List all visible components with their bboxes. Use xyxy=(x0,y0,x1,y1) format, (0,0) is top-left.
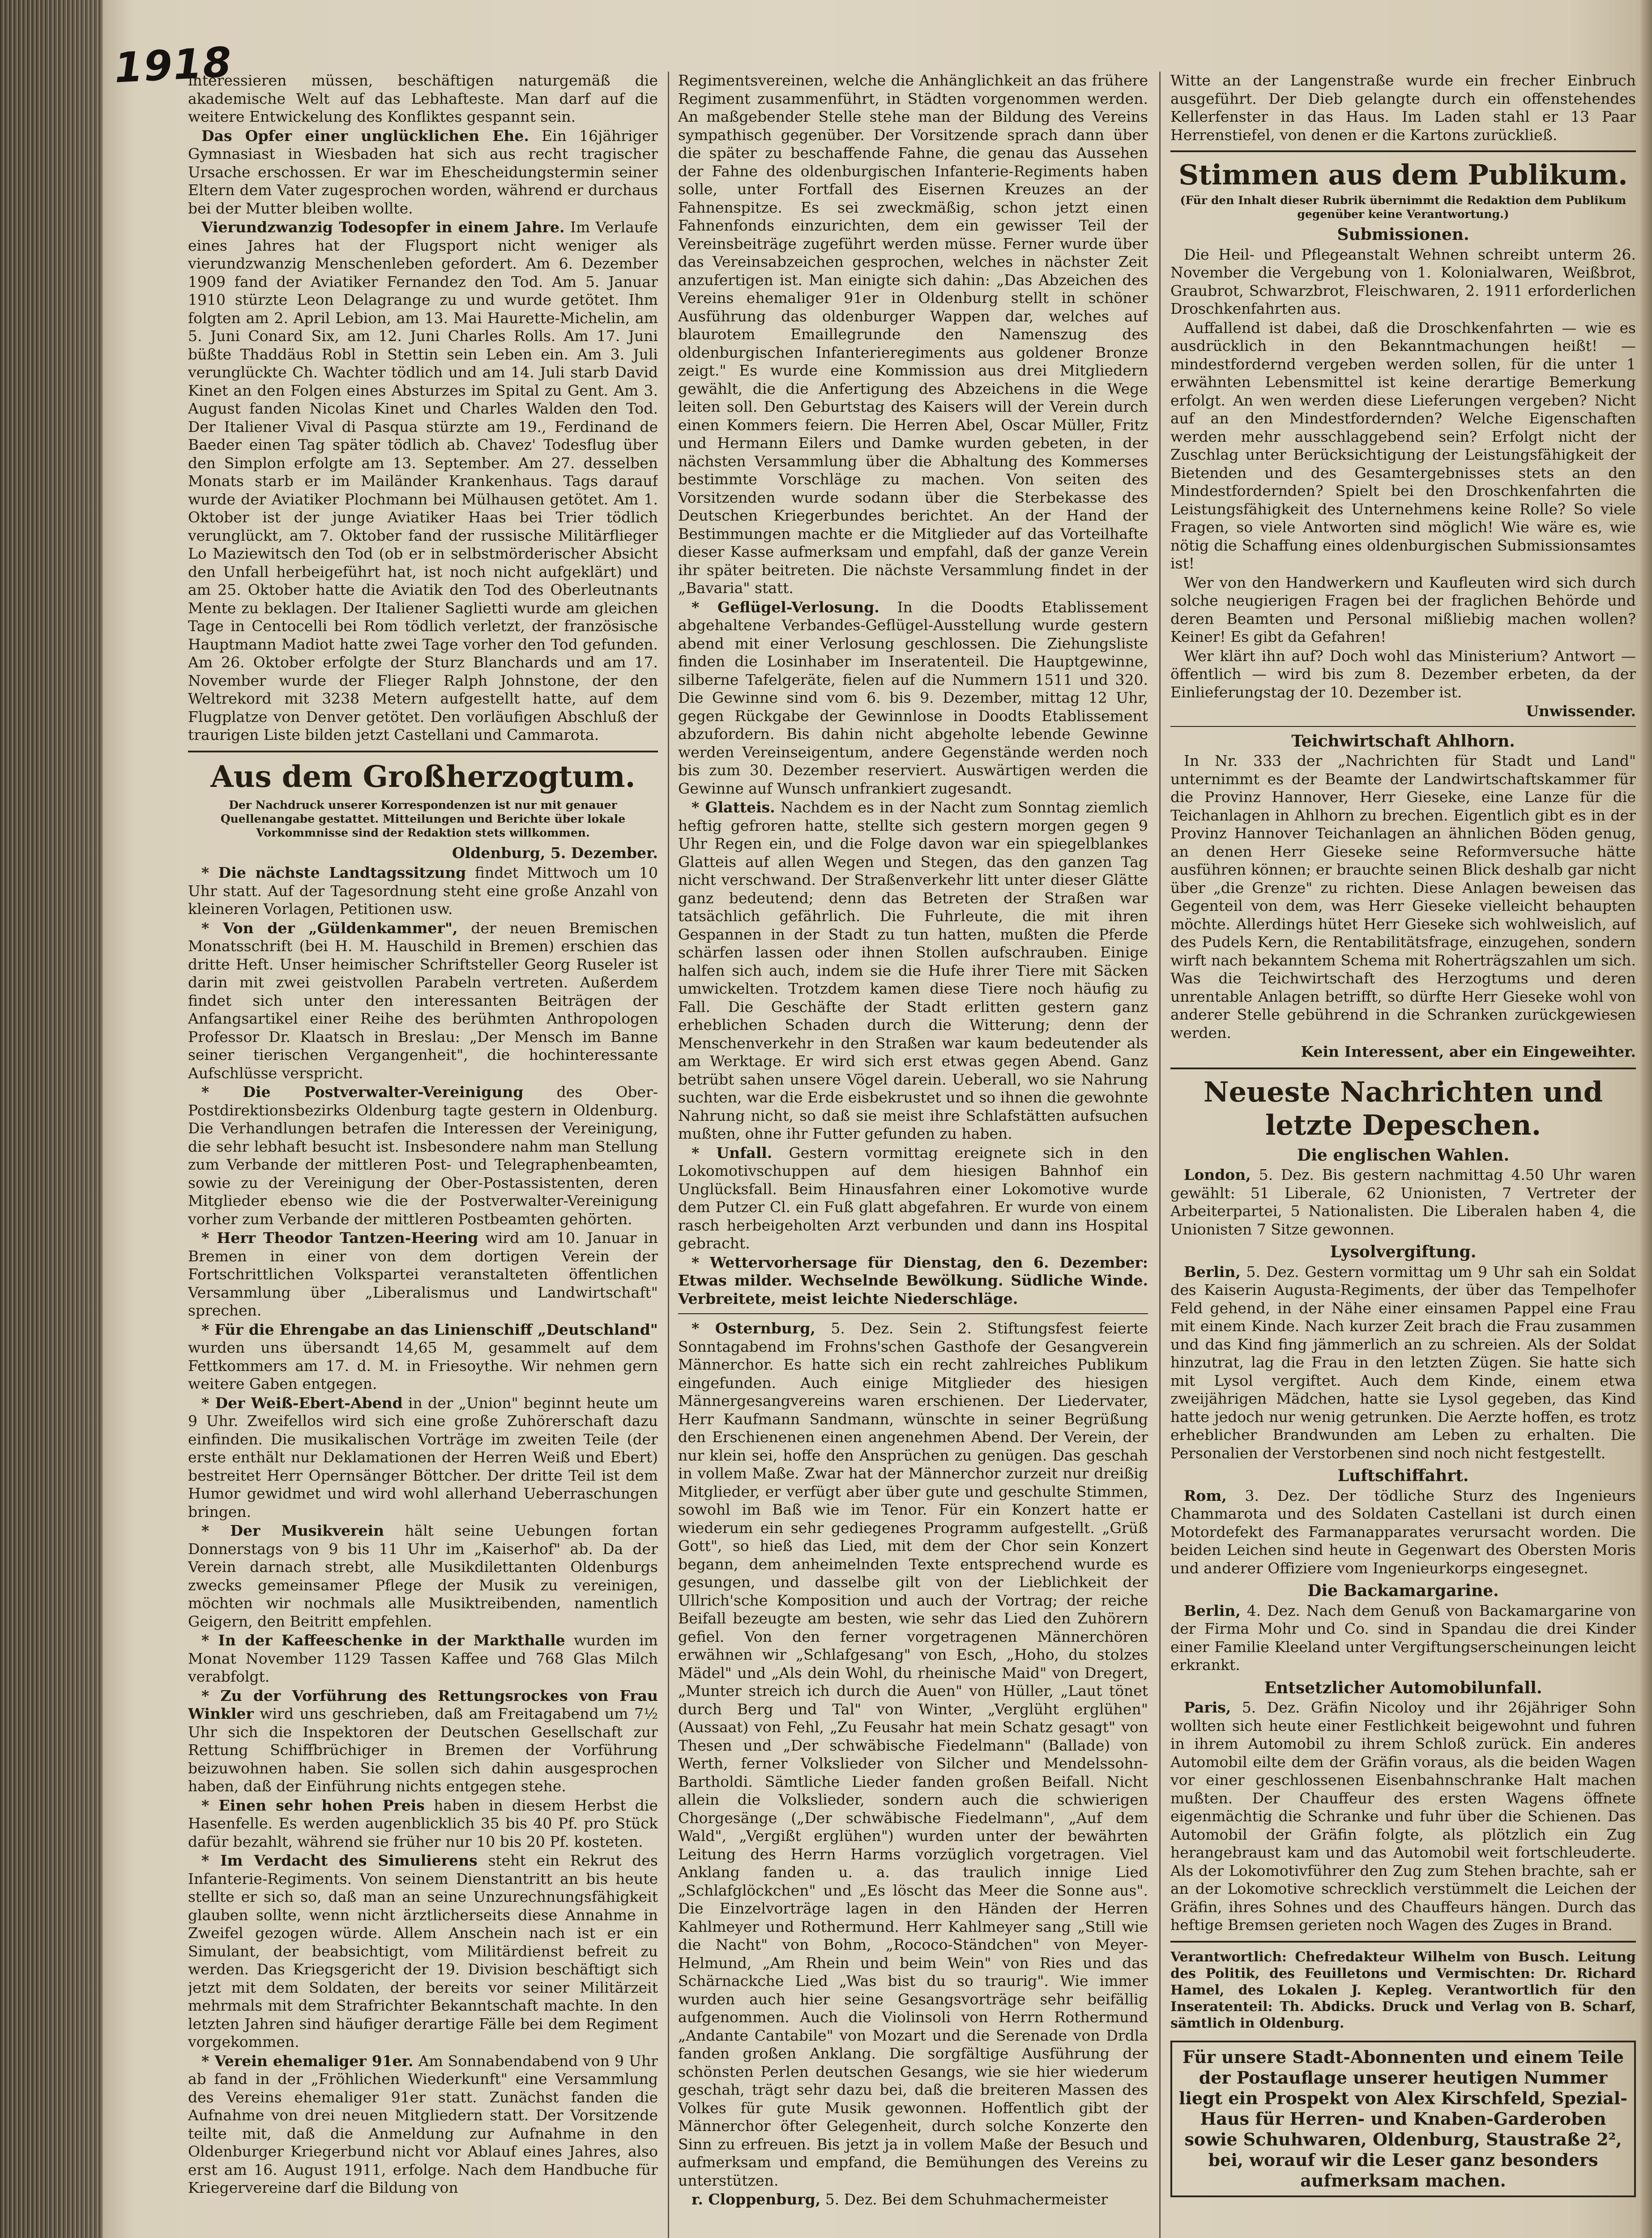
news-text: 3. Dez. Der tödliche Sturz des Ingenieurs Chammarota und des Soldaten Castellani ist durch einen Motordefekt des Farmanapparates verursacht worden. Die beiden Leichen sind heute in Gegenwart des Obersten Moris und anderer Offiziere vom Ingenieurkorps eingesegnet. xyxy=(1170,1486,1636,1577)
article-heading: * Für die Ehrengabe an das Linienschiff „Deutschland" xyxy=(201,1320,658,1338)
column-3 xyxy=(1170,72,1636,2238)
article xyxy=(678,1320,1148,2190)
article xyxy=(188,1797,658,1851)
divider xyxy=(678,1313,1148,1314)
article-continuation: Regimentsvereinen, welche die Anhänglichkeit an das frühere Regiment zusammenführt, in Städten vorgenommen werden. An maßgebender Stelle stehe man der Bildung des Vereins sympathisch gegenüber. Der Vorsitzende sprach dann über die später zu beschaffende Fahne, die genau das Aussehen der Fahne des oldenburgischen Infanterie-Regiments haben solle, unter Fortfall des Eisernen Kreuzes an der Fahnenspitze. Es sei zweckmäßig, schon jetzt einen Fahnenfonds einzurichten, dem ein gewisser Teil der Vereinsbeiträge zugeführt werden müsse. Ferner wurde über das Vereinsabzeichen gesprochen, welches in nächster Zeit anzufertigen ist. Man einigte sich dahin: „Das Abzeichen des Vereins ehemaliger 91er in Oldenburg stellt in schöner Ausführung das oldenburger Wappen dar, welches auf blaurotem Emaillegrunde den Namenszug des oldenburgischen Infanterieregiments aus goldener Bronze zeigt." Es wurde eine Kommission aus drei Mitgliedern gewählt, die die Anfertigung des Abzeichens in die Wege leiten soll. Den Geburtstag des Kaisers will der Verein durch einen Kommers feiern. Die Herren Abel, Oscar Müller, Fritz und Hermann Eilers und Damke wurden gebeten, in der nächsten Versammlung über die Abhaltung des Kommerses bestimmte Vorschläge zu machen. Von seiten des Vorsitzenden wurde sodann über die Sterbekasse des Deutschen Kriegerbundes berichtet. An der Hand der Bestimmungen machte er die Mitglieder auf das Vorteilhafte dieser Kasse aufmerksam und empfahl, daß der ganze Verein ihr später beitreten. Die nächste Versammlung findet in der „Bavaria" statt. xyxy=(678,72,1148,597)
subheading: Luftschiffahrt. xyxy=(1337,1466,1469,1485)
page-edge xyxy=(1640,0,1652,2238)
letter-text: In Nr. 333 der „Nachrichten für Stadt und Land" unternimmt es der Beamte der Landwirtschaftskammer für die Provinz Hannover, Herr Gieseke, eine Lanze für die Teichanlagen in Ahlhorn zu brechen. Eigentlich gibt es in der Provinz Hannover Teichanlagen an ähnlichen Böden genug, an denen Herr Gieseke seine Reformversuche hätte ausführen können; er brauchte seinen Blick deshalb gar nicht über „die Grenze" zu richten. Diese Anlagen beweisen das Gegenteil von dem, was Herr Gieseke vielleicht behaupten möchte. Allerdings hütet Herr Gieseke sich wohlweislich, auf des Pudels Kern, die Rentabilitätsfrage, einzugehen, sondern wirft nach bekanntem Schema mit Roherträgszahlen um sich. Was die Teichwirtschaft des Herzogtums und deren unrentable Anlagen betrifft, so dürfte Herr Gieseke wohl von anderer Stelle gebührend in die Schranken zurückgewiesen werden. xyxy=(1170,752,1636,1042)
article-text: Nachdem es in der Nacht zum Sonntag ziemlich heftig gefroren hatte, stellte sich gestern morgen gegen 9 Uhr Regen ein, und die Folge davon war ein spiegelblankes Glatteis auf allen Wegen und Stegen, das den ganzen Tag nicht verschwand. Der Straßenverkehr litt unter dieser Glätte ganz bedeutend; denn das Betreten der Straßen war tatsächlich gefährlich. Die Fuhrleute, die mit ihren Gespannen in der Stadt zu tun hatten, mußten die Pferde schärfen lassen oder ihnen Stollen aufschrauben. Einige halfen sich auch, indem sie die Hufe ihrer Tiere mit Säcken umwickelten. Trotzdem kamen diese Tiere noch häufig zu Fall. Die Geschäfte der Stadt erlitten gestern ganz erheblichen Schaden durch die Witterung; denn der Menschenverkehr in den Straßen war kaum bedeutender als am Werktage. Er wird sich erst etwas gegen Abend. Ganz betrübt sahen unsere Vögel darein. Ueberall, wo sie Nahrung suchten, war die Erde eisbekrustet und so ihnen die gewohnte Nahrung nicht, so daß sie meist ihre Schlafstätten aufsuchen mußten, ohne ihr Futter gefunden zu haben. xyxy=(678,799,1148,1142)
article xyxy=(188,1083,658,1228)
news-place: Paris, xyxy=(1184,1699,1231,1716)
news-text: 5. Dez. Gräfin Nicoloy und ihr 26jähriger Sohn wollten sich heute einer Festlichkeit beigewohnt und fuhren in ihrem Automobil zu ihrem Schloß zurück. Ein anderes Automobil eilte dem der Gräfin voraus, als die beiden Wagen vor einer geschlossenen Eisenbahnschranke Halt machen mußten. Der Chauffeur des ersten Wagens öffnete eigenmächtig die Schranke und fuhr über die Schienen. Das Automobil der Gräfin folgte, als plötzlich ein Zug herangebraust kam und das Automobil weit fortschleuderte. Als der Lokomotivführer den Zug zum Stehen brachte, sah er an der Lokomotive schrecklich verstümmelt die Leichen der Gräfin, ihres Sohnes und des Chauffeurs hängen. Durch das heftige Bremsen gerieten noch Wagen des Zuges in Brand. xyxy=(1170,1699,1636,1934)
article-text: wird uns geschrieben, daß am Freitagabend um 7½ Uhr sich die Inspektoren der Deutschen Gesellschaft zur Rettung Schiffbrüchiger in Bremen der Vorführung beizuwohnen haben. Sie sollen sich dahin ausgesprochen haben, daß der Einführung nichts entgegen stehe. xyxy=(188,1705,658,1795)
section-divider xyxy=(188,751,658,752)
signature: Kein Interessent, aber ein Eingeweihter. xyxy=(1301,1043,1636,1060)
section-divider xyxy=(1170,1068,1636,1069)
article xyxy=(188,1687,658,1796)
article xyxy=(188,1852,658,2051)
article-text: In die Doodts Etablissement abgehaltene Verbandes-Geflügel-Ausstellung wurde gestern abend mit einer Verlosung geschlossen. Die Ziehungsliste finden die Losinhaber im Inseratenteil. Die Hauptgewinne, silberne Tafelgeräte, fielen auf die Nummern 1511 und 320. Die Gewinne sind vom 6. bis 9. Dezember, mittag 12 Uhr, gegen Rückgabe der Gewinnlose in Doodts Etablissement abzufordern. Bis dahin nicht abgeholte lebende Gewinne werden Vereinseigentum, andere Gegenstände werden noch bis zum 30. Dezember reserviert. Auswärtigen werden die Gewinne auf Wunsch unfrankiert zugesandt. xyxy=(678,598,1148,797)
news-place: Berlin, xyxy=(1184,1263,1241,1281)
letter-text: Wer von den Handwerkern und Kaufleuten wird sich durch solche neugierigen Fragen bei der fraglichen Behörde und deren Beamten und Personal mißliebig machen wollen? Keiner! Es gibt da Gefahren! xyxy=(1170,573,1636,645)
article-continuation: interessieren müssen, beschäftigen naturgemäß die akademische Welt auf das Lebhafteste. Man darf auf die weitere Entwickelung des Konfliktes gespannt sein. xyxy=(188,72,658,125)
article-heading: r. Cloppenburg, xyxy=(692,2191,821,2208)
article-text: Am Sonnabendabend von 9 Uhr ab fand in der „Fröhlichen Wiederkunft" eine Versammlung des Vereins ehemaliger 91er statt. Zunächst fanden die Aufnahme von drei neuen Mitgliedern statt. Der Vorsitzende teilte mit, daß die Anmeldung zur Aufnahme in den Oldenburger Kriegerbund nicht vor Ablauf eines Jahres, also erst am 16. August 1911, erfolge. Nach dem Handbuche für Kriegervereine darf die Bildung von xyxy=(188,2052,658,2196)
article xyxy=(188,1632,658,1686)
imprint: Verantwortlich: Chefredakteur Wilhelm von Busch. Leitung des Politik, des Feuilletons und Vermischten: Dr. Richard Hamel, des Lokalen J. Kepleg. Verantwortlich für den Inseratenteil: Th. Abdicks. Druck und Verlag von B. Scharf, sämtlich in Oldenburg. xyxy=(1170,1949,1636,2031)
section-title: Stimmen aus dem Publikum. xyxy=(1178,158,1628,191)
article-heading: Vierundzwanzig Todesopfer in einem Jahre. xyxy=(201,218,565,236)
column-rule xyxy=(668,72,669,2238)
article-text: wurden uns übersandt 14,65 M, gesammelt auf dem Fettkommers am 17. d. M. in Friesoythe. Wir nehmen gern weitere Gaben entgegen. xyxy=(188,1339,658,1392)
article-text: findet Mittwoch um 10 Uhr statt. Auf der Tagesordnung steht eine große Anzahl von kleineren Vorlagen, Petitionen usw. xyxy=(188,864,658,918)
article-heading: * Von der „Güldenkammer", xyxy=(201,919,458,937)
subheading: Teichwirtschaft Ahlhorn. xyxy=(1291,731,1515,751)
subheading: Lysolvergiftung. xyxy=(1330,1243,1477,1261)
article-heading: * Einen sehr hohen Preis xyxy=(201,1796,425,1814)
news-item xyxy=(1170,1487,1636,1578)
section-note: Der Nachdruck unserer Korrespondenzen ist nur mit genauer Quellenangabe gestattet. Mitteilungen und Berichte über lokale Vorkommnisse sind der Redaktion stets willkommen. xyxy=(220,798,626,839)
section-divider xyxy=(1170,1941,1636,1943)
letter-text: Die Heil- und Pflegeanstalt Wehnen schreibt unterm 26. November die Vergebung von 1. Kolonialwaren, Weißbrot, Graubrot, Schwarzbrot, Fleischwaren, 2. 1911 erforderlichen Droschkenfahrten aus. xyxy=(1170,245,1636,317)
article-text: in der „Union" beginnt heute um 9 Uhr. Zweifellos wird sich eine große Zuhörerschaft dazu einfinden. Die musikalischen Vorträge im zweiten Teile (der erste enthält nur Deklamationen der Herren Weiß und Ebert) bestreitet Herr Opernsänger Böttcher. Der dritte Teil ist dem Humor gewidmet und wird wohl allerhand Ueberraschungen bringen. xyxy=(188,1394,658,1520)
article xyxy=(188,127,658,218)
article xyxy=(188,864,658,918)
subheading: Entsetzlicher Automobilunfall. xyxy=(1264,1678,1542,1697)
article xyxy=(188,2052,658,2197)
handwritten-year-mark: 1918 xyxy=(113,38,234,92)
article xyxy=(188,1321,658,1393)
subheading: Submissionen. xyxy=(1337,225,1469,244)
article-continuation: Witte an der Langenstraße wurde ein frecher Einbruch ausgeführt. Der Dieb gelangte durch ein offenstehendes Kellerfenster in das Haus. Im Laden stahl er 13 Paar Herrenstiefel, von denen er die Kartons zurückließ. xyxy=(1170,72,1636,144)
article-heading: * Die Postverwalter-Vereinigung xyxy=(201,1083,524,1101)
news-item xyxy=(1170,1166,1636,1239)
article xyxy=(188,919,658,1083)
article-heading: Das Opfer einer unglücklichen Ehe. xyxy=(201,127,529,145)
column-2 xyxy=(678,72,1148,2238)
article xyxy=(678,2191,1148,2209)
news-text: 5. Dez. Bis gestern nachmittag 4.50 Uhr waren gewählt: 51 Liberale, 62 Unionisten, 7 Vertreter der Arbeiterpartei, 5 Nationalisten. Die Liberalen haben 4, die Unionisten 7 Sitze gewonnen. xyxy=(1170,1166,1636,1238)
article-text: wurden im Monat November 1129 Tassen Kaffee und 768 Glas Milch verabfolgt. xyxy=(188,1632,658,1685)
article-text: 5. Dez. Sein 2. Stiftungsfest feierte Sonntagabend im Frohns'schen Gasthofe der Gesangverein Männerchor. Es hatte sich ein recht zahlreiches Publikum eingefunden. Auch einige Mitglieder des hiesigen Männergesangvereins waren erschienen. Der Liedervater, Herr Kaufmann Sandmann, wünschte in seiner Begrüßung den Erschienenen einen angenehmen Abend. Der Verein, der nur klein sei, hoffe den Ansprüchen zu genügen. Das geschah in vollem Maße. Zwar hat der Männerchor zurzeit nur dreißig Mitglieder, er verfügt aber über gute und geschulte Stimmen, sowohl im Baß wie im Tenor. Für ein Konzert hatte er wiederum ein sehr gediegenes Programm aufgestellt. „Grüß Gott", so hieß das Lied, mit dem der Chor sein Konzert begann, dem anheimelnden Texte entsprechend wurde es gesungen, und dasselbe gilt von der Lieblichkeit der Ullrich'sche Komposition und auch der Vortrag; der reiche Beifall bezeugte am besten, wie sehr das Lied den Zuhörern gefiel. Von den ferner vorgetragenen Männerchören erwähnen wir „Schlafgesang" von Esch, „Hoho, du stolzes Mädel" und „Als dein Wohl, du rheinische Maid" von Dregert, „Munter streich ich durch die Auen" von Hüller, „Laut tönet durch Berg und Tal" von Winter, „Verglüht erglühen" (Aussaat) von Fehl, „Zu Feusahr hat mein Schatz gesagt" von Thesen und „Der schwäbische Fiedelmann" (Ballade) von Werth, ferner Volkslieder von Silcher und Mendelssohn-Bartholdi. Sämtliche Lieder fanden großen Beifall. Nicht allein die Volkslieder, sondern auch die schwierigen Chorgesänge („Der schwäbische Fiedelmann", „Auf dem Wald", „Vergißt erglühen") wurden unter der bewährten Leitung des Herrn Harms vorzüglich vorgetragen. Viel Anklang fanden u. a. das traulich innige Lied „Schlafglöckchen" und „Es löscht das Meer die Sonne aus". Die Einzelvorträge lagen in den Händen der Herren Kahlmeyer und Rothermund. Herr Kahlmeyer sang „Still wie die Nacht" von Bohm, „Rococo-Ständchen" von Meyer-Helmund, „Am Rhein und beim Wein" von Ries und das Schärnackche Lied „Was bist du so traurig". Wie immer wurden auch hier seine Gesangsvorträge sehr beifällig aufgenommen. Auch die Violinsoli von Herrn Rothermund „Andante Cantabile" von Mozart und die Serenade von Drdla fanden großen Anklang. Die sorgfältige Ausführung der schönsten Perlen deutschen Gesangs, wie sie hier wiederum geschah, trägt sehr dazu bei, daß die breiteren Massen des Volkes für gute Musik gewonnen. Hoffentlich gibt der Männerchor öfter Gelegenheit, durch solche Konzerte den Sinn zu erfreuen. Bis jetzt ja in vollem Maße der Besuch und aufmerksam und empfand, die Bemühungen des Vereins zu unterstützen. xyxy=(678,1320,1148,2189)
article xyxy=(678,799,1148,1143)
section-divider xyxy=(1170,150,1636,152)
article-text: Ein 16jähriger Gymnasiast in Wiesbaden hat sich aus recht tragischer Ursache erschossen. Er war im Ehescheidungstermin seiner Eltern dem Vater zugesprochen worden, während er durchaus bei der Mutter bleiben wollte. xyxy=(188,127,658,217)
letter-text: Wer klärt ihn auf? Doch wohl das Ministerium? Antwort — öffentlich — wird bis zum 8. Dezember erbeten, da der Einlieferungstag der 10. Dezember ist. xyxy=(1170,647,1636,701)
news-place: London, xyxy=(1184,1166,1251,1183)
article xyxy=(188,1522,658,1631)
article-heading: * Unfall. xyxy=(692,1144,773,1162)
article xyxy=(188,218,658,744)
article-text: des Ober-Postdirektionsbezirks Oldenburg tagte gestern in Oldenburg. Die Verhandlungen betrafen die Interessen der Vereinigung, die sehr lebhaft besucht ist. Insbesondere nahm man Stellung zum Verbande der mittleren Post- und Telegraphenbeamten, sowie zu der Vereinigung der Ober-Postassistenten, deren Mitglieder ebenso wie die der Postverwalter-Vereinigung vorher zum Verbande der mittleren Postbeamten gehörten. xyxy=(188,1083,658,1228)
article xyxy=(678,1144,1148,1253)
news-item xyxy=(1170,1263,1636,1463)
divider xyxy=(1170,726,1636,727)
letter-text: Auffallend ist dabei, daß die Droschkenfahrten — wie es ausdrücklich in den Bekanntmachungen heißt! — mindestfordernd vergeben werden sollen, für die unter 1 erwähnten Lebensmittel ist keine derartige Bemerkung erfolgt. An wen werden diese Lieferungen vergeben? Nicht auf an den Mindestfordernden? Welche Eigenschaften werden mehr ausschlaggebend sein? Erfolgt nicht der Zuschlag unter Berücksichtigung der Leistungsfähigkeit der Bietenden und des Gesamtergebnisses stets an den Mindestfordernden? Spielt bei den Droschkenfahrten die Leistungsfähigkeit des Unternehmens keine Rolle? So viele Fragen, so viele Antworten sind möglich! Wie wäre es, wie nötig die Schaffung eines oldenburgischen Submissionsamtes ist! xyxy=(1170,319,1636,572)
weather-forecast: * Wettervorhersage für Dienstag, den 6. Dezember: Etwas milder. Wechselnde Bewölkung. Südliche Winde. Verbreitete, meist leichte Niederschläge. xyxy=(678,1253,1148,1307)
binding-gutter xyxy=(0,0,103,2238)
article-heading: * Im Verdacht des Simulierens xyxy=(201,1852,478,1869)
article-text: hält seine Uebungen fortan Donnerstags von 9 bis 11 Uhr im „Kaiserhof" ab. Da der Verein darnach strebt, alle Musikdilettanten Oldenburgs zwecks gemeinsamer Pflege der Musik zu vereinigen, möchten wir nochmals alle Musiktreibenden, namentlich Geigern, den Beitritt empfehlen. xyxy=(188,1522,658,1630)
column-rule xyxy=(1159,72,1161,2238)
news-item xyxy=(1170,1699,1636,1935)
article-text: wird am 10. Januar in Bremen in einer von dem dortigen Verein der Fortschrittlichen Volkspartei veranstalteten öffentlichen Versammlung über „Liberalismus und Landwirtschaft" sprechen. xyxy=(188,1229,658,1319)
section-title: Aus dem Großherzogtum. xyxy=(210,759,636,794)
article-heading: * Geflügel-Verlosung. xyxy=(692,598,879,616)
section-title: Neueste Nachrichten und letzte Depeschen. xyxy=(1203,1075,1603,1141)
subheading: Die englischen Wahlen. xyxy=(1297,1145,1509,1165)
news-text: 4. Dez. Nach dem Genuß von Backamargarine von der Firma Mohr und Co. sind in Spandau die drei Kinder einer Familie Kleeland unter Vergiftungserscheinungen leicht erkrankt. xyxy=(1170,1602,1636,1674)
signature: Unwissender. xyxy=(1526,702,1636,720)
article-heading: * Der Musikverein xyxy=(201,1522,384,1539)
news-item xyxy=(1170,1602,1636,1674)
article-text: Gestern vormittag ereignete sich in den Lokomotivschuppen auf dem hiesigen Bahnhof ein Unglücksfall. Beim Hinausfahren einer Lokomotive wurde dem Putzer Cl. ein Fuß glatt abgefahren. Er wurde von einem rasch herbeigeholten Arzt verbunden und dann ins Hospital gebracht. xyxy=(678,1144,1148,1252)
article xyxy=(678,598,1148,798)
news-text: 5. Dez. Gestern vormittag um 9 Uhr sah ein Soldat des Kaiserin Augusta-Regiments, der über das Tempelhofer Feld gehend, in der Nähe einer einsamen Pappel eine Frau mit einem Kinde. Nach kurzer Zeit brach die Frau zusammen und das Kind fing jämmerlich an zu schreien. Als der Soldat hinzutrat, lag die Frau in den letzten Zügen. Sie hatte sich mit Lysol vergiftet. Auch dem Kinde, einem etwa zweijährigen Mädchen, hatte sie Lysol gegeben, das Kind hatte jedoch nur wenig getrunken. Die Aerzte hoffen, es trotz erheblicher Brandwunden am Leben zu erhalten. Die Personalien der Verstorbenen sind noch nicht festgestellt. xyxy=(1170,1263,1636,1462)
article-text: steht ein Rekrut des Infanterie-Regiments. Von seinem Dienstantritt an bis heute stellte er sich so, daß man an seine Unzurechnungsfähigkeit glauben sollte, wenn nicht ärztlicherseits diese Annahme in Zweifel gezogen würde. Allem Anschein nach ist er ein Simulant, der beabsichtigt, vom Militärdienst befreit zu werden. Das Kriegsgericht der 19. Division beschäftigt sich jetzt mit dem Soldaten, der bereits vor seiner Militärzeit mehrmals mit dem Strafrichter Bekanntschaft machte. In den letzten Jahren sind häufiger derartige Fälle bei dem Regiment vorgekommen. xyxy=(188,1852,658,2050)
dateline: Oldenburg, 5. Dezember. xyxy=(452,844,658,862)
subheading: Die Backamargarine. xyxy=(1307,1581,1499,1600)
article-text: Im Verlaufe eines Jahres hat der Flugsport nicht weniger als vierundzwanzig Menschenleben gefordert. Am 6. Dezember 1909 fand der Aviatiker Fernandez den Tod. Am 5. Januar 1910 stürzte Leon Delagrange zu und wurde getötet. Ihm folgten am 2. April Lebion, am 13. Mai Haurette-Michelin, am 5. Juni Conard Six, am 12. Juni Charles Rolls. Am 17. Juni büßte Thaddäus Robl in Stettin sein Leben ein. Am 3. Juli verunglückte Ch. Wachter tödlich und am 14. Juli starb David Kinet an den Folgen eines Absturzes im Spital zu Gent. Am 3. August fanden Nicolas Kinet und Charles Walden den Tod. Der Italiener Vival di Pasqua stürzte am 19., Ferdinand de Baeder einen Tag später tödlich ab. Chavez' Todesflug über den Simplon erfolgte am 13. September. Am 27. desselben Monats starb er im Mailänder Krankenhaus. Tags darauf wurde der Aviatiker Plochmann bei Mülhausen getötet. Am 1. Oktober ist der junge Aviatiker Haas bei Trier tödlich verunglückt, am 7. Oktober fand der russische Militärflieger Lo Maziewitsch den Tod (ob er in selbstmörderischer Absicht den Unfall herbeigeführt hat, ist noch nicht aufgeklärt) und am 25. Oktober hatte die Aviatik den Tod des Oberleutnants Mente zu beklagen. Der Italiener Saglietti wurde am gleichen Tage in Centocelli bei Rom tödlich verletzt, der französische Hauptmann Madiot hatte zwei Tage vorher den Tod gefunden. Am 26. Oktober erfolgte der Sturz Blanchards und am 17. November wurde der Flieger Ralph Johnstone, der den Weltrekord mit 3238 Metern aufgestellt hatte, auf dem Flugplatze von Denver getötet. Den vorläufigen Abschluß der traurigen Liste bilden jetzt Castellani und Cammarota. xyxy=(188,218,658,743)
section-note: (Für den Inhalt dieser Rubrik übernimmt die Redaktion dem Publikum gegenüber keine Verantwortung.) xyxy=(1180,194,1626,221)
article xyxy=(188,1394,658,1521)
article-text: haben in diesem Herbst die Hasenfelle. Es werden augenblicklich 35 bis 40 Pf. pro Stück dafür bezahlt, während sie früher nur 10 bis 20 Pf. kosteten. xyxy=(188,1796,658,1850)
article xyxy=(188,1229,658,1320)
article-heading: * Zu der Vorführung des Rettungsrockes von Frau Winkler xyxy=(188,1687,658,1722)
advertisement-box: Für unsere Stadt-Abonnenten und einem Teile der Postauflage unserer heutigen Nummer liegt ein Prospekt von Alex Kirschfeld, Spezial-Haus für Herren- und Knaben-Garderoben sowie Schuhwaren, Oldenburg, Staustraße 2², bei, worauf wir die Leser ganz besonders aufmerksam machen. xyxy=(1170,2041,1636,2197)
article-heading: * Der Weiß-Ebert-Abend xyxy=(201,1394,403,1412)
article-text: der neuen Bremischen Monatsschrift (bei H. M. Hauschild in Bremen) erschien das dritte Heft. Unser heimischer Schriftsteller Georg Ruseler ist darin mit zwei geistvollen Parabeln vertreten. Außerdem findet sich unter den interessanten Beiträgen der Anfangsartikel einer Reihe des berühmten Anthropologen Professor Dr. Klaatsch in Breslau: „Der Mensch im Banne seiner tierischen Vergangenheit", die hochinteressante Aufschlüsse verspricht. xyxy=(188,919,658,1082)
article-heading: * In der Kaffeeschenke in der Markthalle xyxy=(201,1632,565,1649)
article-heading: * Osternburg, xyxy=(692,1320,815,1337)
news-place: Berlin, xyxy=(1184,1602,1241,1619)
article-heading: * Die nächste Landtagssitzung xyxy=(201,864,466,881)
news-place: Rom, xyxy=(1184,1486,1227,1504)
article-heading: * Herr Theodor Tantzen-Heering xyxy=(201,1229,478,1247)
column-1 xyxy=(188,72,658,2238)
article-heading: * Verein ehemaliger 91er. xyxy=(201,2052,414,2070)
article-heading: * Glatteis. xyxy=(692,799,775,816)
article-text: 5. Dez. Bei dem Schuhmachermeister xyxy=(825,2191,1108,2208)
